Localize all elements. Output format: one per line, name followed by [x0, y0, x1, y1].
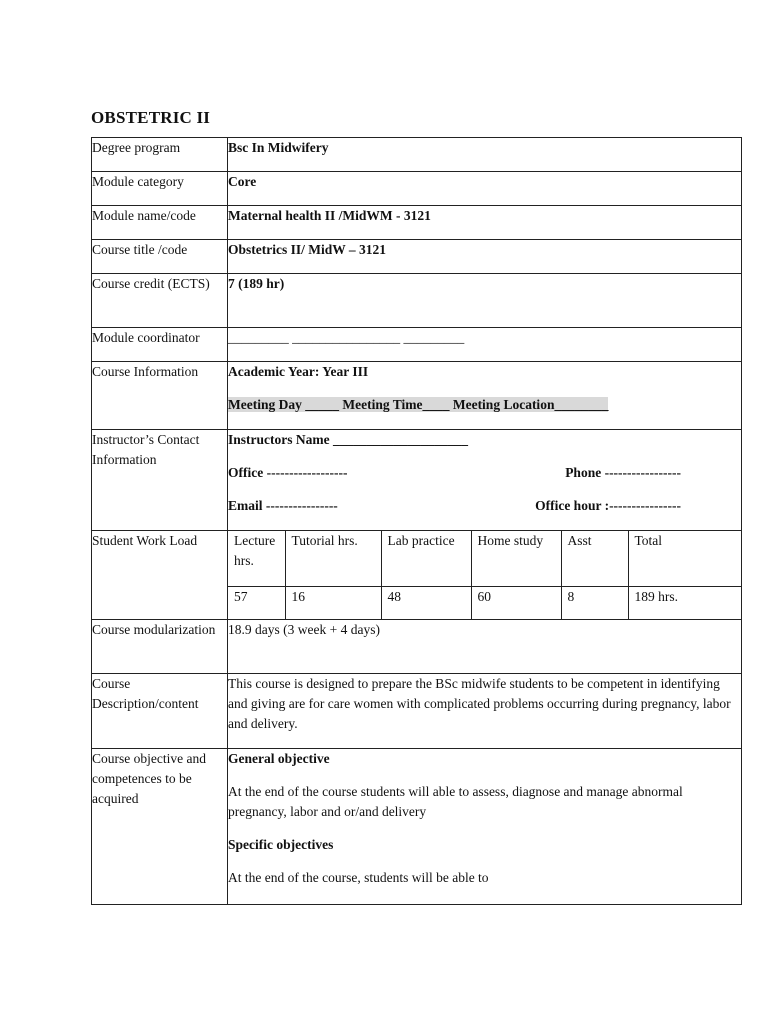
workload-header: Lab practice [381, 531, 471, 586]
workload-header: Total [628, 531, 741, 586]
modularization-label: Course modularization [92, 620, 228, 674]
document-title: OBSTETRIC II [91, 108, 211, 127]
workload-value: 16 [285, 586, 381, 619]
table-row [92, 240, 742, 274]
credit-value: 7 (189 hr) [228, 274, 742, 328]
degree-label: Degree program [92, 138, 228, 172]
info-label: Course Information [92, 362, 228, 430]
table-row [92, 274, 742, 328]
workload-value: 60 [471, 586, 561, 619]
workload-cell [228, 531, 742, 620]
workload-label: Student Work Load [92, 531, 228, 620]
table-row [92, 362, 742, 430]
course-value: Obstetrics II/ MidW – 3121 [228, 240, 742, 274]
table-row [92, 172, 742, 206]
specific-objectives-heading: Specific objectives [228, 837, 334, 852]
phone-field: Phone ----------------- [565, 465, 681, 480]
instructor-value [228, 430, 742, 531]
table-row [92, 674, 742, 749]
office-phone-line [228, 463, 741, 483]
module-value: Maternal health II /MidWM - 3121 [228, 206, 742, 240]
table-row [92, 328, 742, 362]
modularization-value: 18.9 days (3 week + 4 days) [228, 620, 742, 674]
workload-value: 48 [381, 586, 471, 619]
workload-header: Tutorial hrs. [285, 531, 381, 586]
meeting-line [228, 395, 741, 415]
table-row [92, 749, 742, 905]
workload-value: 189 hrs. [628, 586, 741, 619]
info-value [228, 362, 742, 430]
table-row [92, 430, 742, 531]
coordinator-label: Module coordinator [92, 328, 228, 362]
meeting-text: Meeting Day _____ Meeting Time____ Meeting Location________ [228, 397, 609, 412]
coordinator-value: _________ ________________ _________ [228, 328, 742, 362]
category-value: Core [228, 172, 742, 206]
workload-header: Home study [471, 531, 561, 586]
workload-header: Lecture hrs. [228, 531, 285, 586]
category-label: Module category [92, 172, 228, 206]
module-label: Module name/code [92, 206, 228, 240]
workload-table [228, 531, 741, 619]
general-objective-text: At the end of the course students will able to assess, diagnose and manage abnormal pregnancy, labor and or/and delivery [228, 784, 683, 819]
credit-label: Course credit (ECTS) [92, 274, 228, 328]
specific-objectives-text: At the end of the course, students will be able to [228, 870, 489, 885]
office-hour-field: Office hour :---------------- [535, 498, 681, 513]
objective-label: Course objective and competences to be acquired [92, 749, 228, 905]
description-label: Course Description/content [92, 674, 228, 749]
course-table [91, 137, 742, 905]
course-label: Course title /code [92, 240, 228, 274]
description-value: This course is designed to prepare the BSc midwife students to be competent in identifying and giving are for care women with complicated problems occurring during pregnancy, labor and delivery. [228, 674, 742, 749]
instructor-label: Instructor’s Contact Information [92, 430, 228, 531]
degree-value: Bsc In Midwifery [228, 138, 742, 172]
table-row [92, 620, 742, 674]
objective-value [228, 749, 742, 905]
email-field: Email ---------------- [228, 498, 338, 513]
email-hour-line [228, 496, 741, 516]
instructor-name: Instructors Name ____________________ [228, 432, 468, 447]
workload-value: 8 [561, 586, 628, 619]
table-row [92, 206, 742, 240]
office-field: Office ------------------ [228, 465, 348, 480]
general-objective-heading: General objective [228, 751, 330, 766]
academic-year: Academic Year: Year III [228, 364, 369, 379]
table-row [92, 531, 742, 620]
workload-value: 57 [228, 586, 285, 619]
workload-header: Asst [561, 531, 628, 586]
table-row [92, 138, 742, 172]
